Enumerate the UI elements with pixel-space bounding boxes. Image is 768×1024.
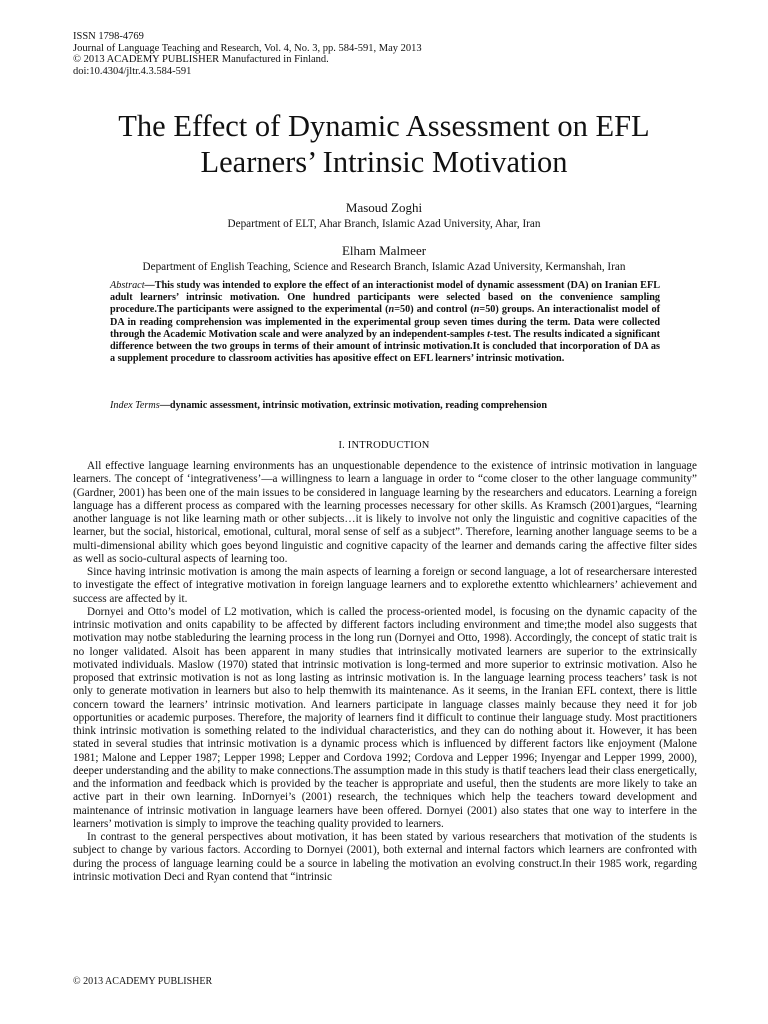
page-footer: © 2013 ACADEMY PUBLISHER (73, 976, 213, 987)
journal-header (73, 31, 422, 77)
title-line-2: Learners’ Intrinsic Motivation (200, 145, 568, 179)
abstract-text-4: -test. The results indicated a significant difference between the two groups in terms of their amount of intrinsic motivation.It is concluded that incorporation of DA as a supplement procedure to classroom activities has apositive effect on EFL learners’ intrinsic motivation. (110, 328, 661, 365)
title-line-1: The Effect of Dynamic Assessment on EFL (118, 109, 650, 143)
index-terms-label: Index Terms (110, 400, 160, 411)
author-name-2: Elham Malmeer (341, 243, 427, 258)
author-affiliation-2: Department of English Teaching, Science and Research Branch, Islamic Azad University, Kermanshah, Iran (142, 261, 626, 273)
author-name-1: Masoud Zoghi (345, 200, 423, 215)
paragraph: In contrast to the general perspectives about motivation, it has been stated by various researchers that motivation of the students is subject to change by various factors. According to Dornyei (2001), both external and internal factors which learners are confronted with during the process of language learning could be a source in labeling the motivation an evolving construct.In their 1985 work, regarding intrinsic motivation Deci and Ryan contend that “intrinsic (73, 831, 697, 883)
body-text (73, 460, 697, 884)
paragraph: Dornyei and Otto’s model of L2 motivation, which is called the process-oriented model, is focusing on the dynamic capacity of the intrinsic motivation and onits capability to be affected by different factors including environment and time;the model also suggests that motivation may notbe stableduring the learning process in the long run (Dornyei and Otto, 1998). Accordingly, the concept of static trait is no longer validated. Alsoit has been apparent in many studies that intrinsically motivated learners are superior to the extrinsically motivated individuals. Maslow (1970) stated that intrinsic motivation is long-termed and more superior to extrinsic motivation. Also he proposed that extrinsic motivation is not as long lasting as intrinsic motivation is. In the language learning process teachers’ task is not only to generate motivation in learners but also to help themwith its maintenance. As it seems, in the Iranian EFL context, there is little concern toward the learners’ intrinsic motivation. And learners participate in language classes mainly because they need it for job opportunities or academic purposes. Therefore, the majority of learners find it difficult to continue their language study. Most practitioners think intrinsic motivation is something related to the individual characteristics, and they can do nothing about it. However, it has been stated in several studies that intrinsic motivation is a dynamic process which is influenced by different factors like enjoyment (Malone 1981; Malone and Lepper 1987; Lepper 1998; Lepper and Cordova 1992; Cordova and Lepper 1996; Inyengar and Lepper 1999, 2000), deeper understanding and the ability to make connections.The assumption made in this study is thatif teachers lead their class energetically, and the information and feedback which is provided by the teacher is appropriate and useful, then the students are more likely to take an active part in their own learning. InDornyei’s (2001) research, the techniques which help the teachers toward development and maintenance of intrinsic motivation in language learners have been offered. Dornyei (2001) also states that one way to interfere in the learners’ motivation is simply to improve the teaching quality provided to learners. (73, 605, 697, 830)
abstract-t-symbol: t (487, 328, 490, 340)
abstract-n-symbol: n (473, 304, 480, 316)
abstract-label: Abstract (110, 280, 145, 291)
section-heading: I. INTRODUCTION (338, 440, 430, 451)
journal-citation-line: Journal of Language Teaching and Research, Vol. 4, No. 3, pp. 584-591, May 2013 (73, 42, 422, 54)
paragraph: Since having intrinsic motivation is among the main aspects of learning a foreign or second language, a lot of researchersare interested to investigate the effect of integrative motivation in foreign language learners and to explorethe extentto whichlearners’ achievement and success are affected by it. (73, 566, 697, 605)
copyright-line: © 2013 ACADEMY PUBLISHER Manufactured in Finland. (73, 54, 329, 66)
paper-title (0, 108, 768, 180)
doi-line: doi:10.4304/jltr.4.3.584-591 (73, 65, 192, 77)
paragraph: All effective language learning environments has an unquestionable dependence to the existence of intrinsic motivation in language learners. The concept of ‘integrativeness’—a willingness to learn a language in order to “come closer to the other language community” (Gardner, 2001) has been one of the main issues to be considered in language learning by the researchers and educators. Learning a foreign language has a different process as compared with the learning processes necessary for other skills. As Kramsch (2001)argues, “learning another language is not like learning math or other subjects…it is likely to involve not only the linguistic and cognitive capacities of the learner, but the social, historical, emotional, cultural, moral sense of self as a subject”. Therefore, learning another language seems to be a multi-dimensional ability which goes beyond linguistic and cognitive capacity of the learner and demands caring the affective filter sides as well as socio-cultural aspects of learning too. (73, 460, 697, 565)
issn-line: ISSN 1798-4769 (73, 31, 144, 42)
author-affiliation-1: Department of ELT, Ahar Branch, Islamic Azad University, Ahar, Iran (227, 218, 541, 230)
abstract-text-1: —This study was intended to explore the effect of an interactionist model of dynamic assessment (DA) on Iranian EFL adult learners’ intrinsic motivation. One hundred participants were selected based on the convenience sampling procedure.The participants were assigned to the experimental ( (110, 280, 660, 316)
abstract-text-2: =50) and control ( (394, 304, 474, 316)
abstract-n-symbol: n (388, 304, 395, 316)
abstract (110, 280, 660, 365)
index-terms-text: —dynamic assessment, intrinsic motivation, extrinsic motivation, reading comprehension (159, 400, 548, 411)
abstract-text-3: =50) groups. An interactionalist model of DA in reading comprehension was implemented in the experimental group seven times during the term. Data were collected through the Academic Motivation scale and were analyzed by an independent-samples (110, 304, 660, 340)
index-terms (110, 400, 670, 412)
